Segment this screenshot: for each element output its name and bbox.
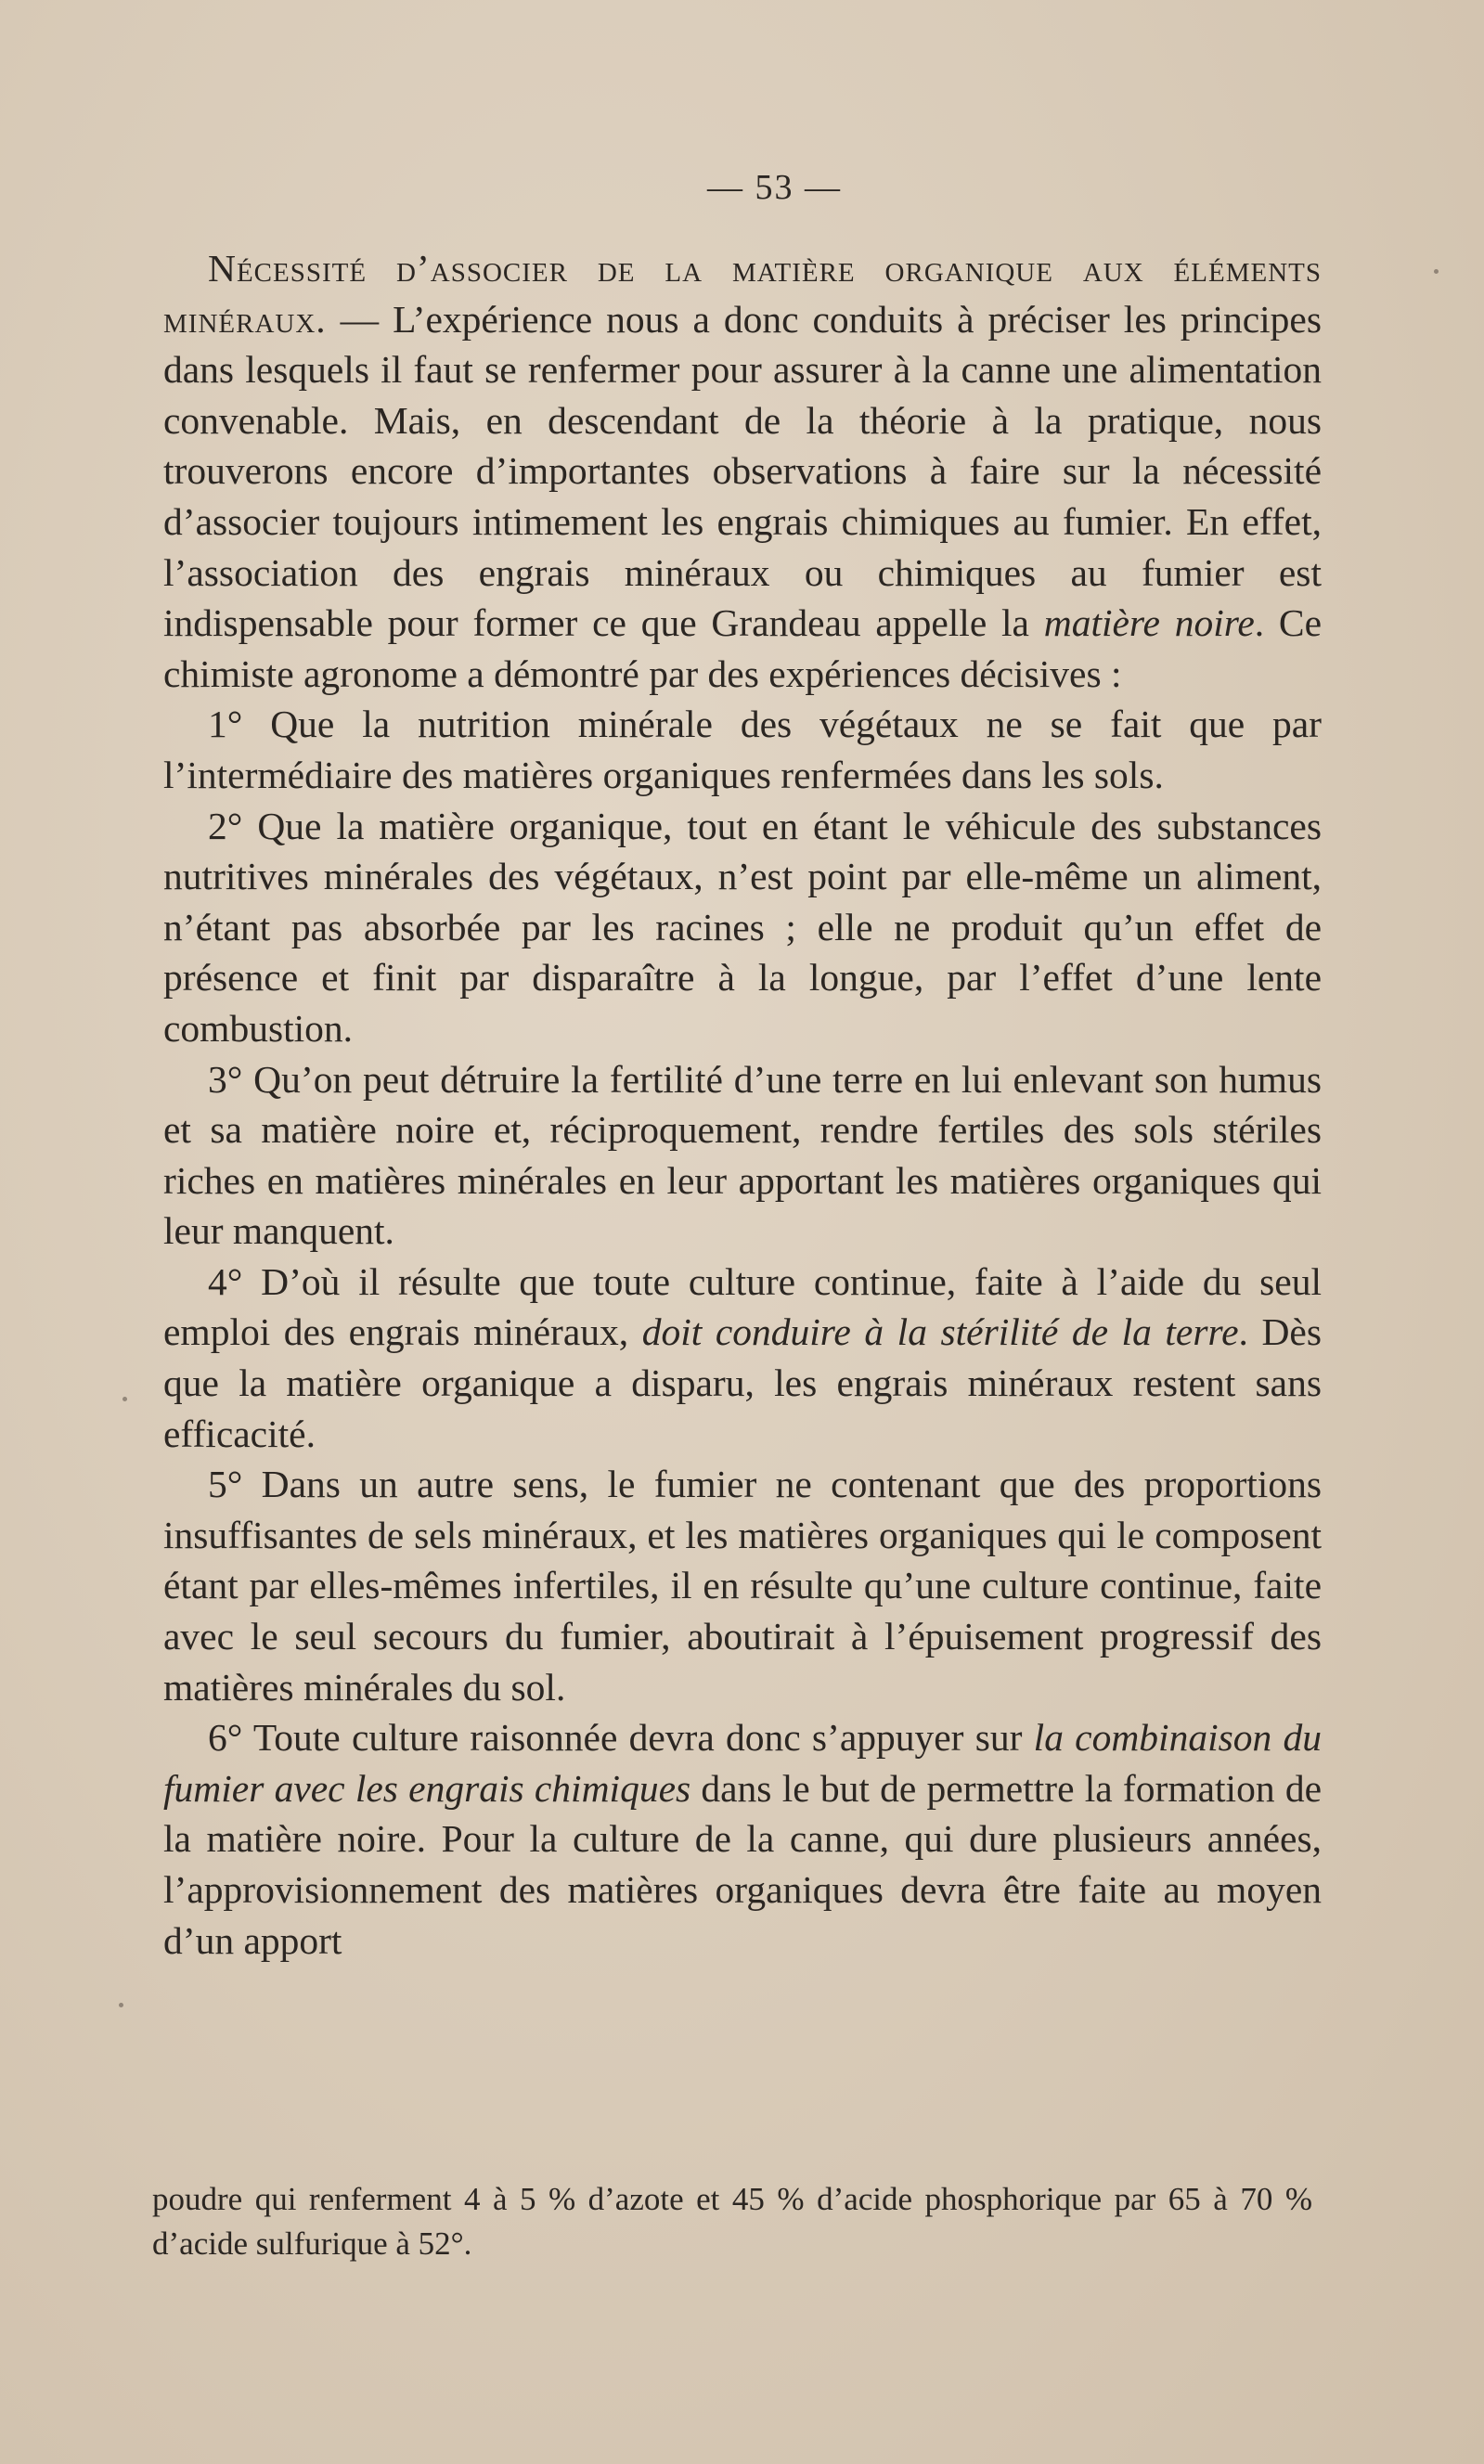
paper-speck [1434, 269, 1439, 274]
intro-end: . Ce chimiste agronome a démontré par des expériences décisives : [163, 601, 1322, 695]
point-4 [163, 1257, 1322, 1459]
point-5: 5° Dans un autre sens, le fumier ne contenant que des proportions insuffisantes de sels minéraux, et les matières organiques qui le composent étant par elles-mêmes infertiles, il en résulte qu’une culture continue, faite avec le seul secours du fumier, aboutirait à l’épuisement progressif des matières minérales du sol. [163, 1463, 1322, 1709]
point-4-start: 4° D’où il résulte que toute culture continue, faite à l’aide du seul emploi des engrais minéraux, [163, 1259, 1322, 1354]
point-6 [163, 1712, 1322, 1966]
point-2: 2° Que la matière organique, tout en étant le véhicule des substances nutritives minérales des végétaux, n’est point par elle-même un aliment, n’étant pas absorbée par les racines ; elle ne produit qu’un effet de présence et finit par disparaître à la longue, par l’effet d’une lente combustion. [163, 804, 1322, 1050]
point-6-end: dans le but de permettre la formation de la matière noire. Pour la culture de la canne, qui dure plusieurs années, l’approvisionnement des matières organiques devra être faite au moyen d’un apport [163, 1766, 1322, 1962]
point-6-emphasis: la combinaison du fumier avec les engrais chimiques [163, 1716, 1322, 1810]
page-number: — 53 — [707, 168, 842, 207]
point-6-start: 6° Toute culture raisonnée devra donc s’appuyer sur [208, 1716, 1034, 1760]
point-4-end: . Dès que la matière organique a disparu, les engrais minéraux restent sans efficacité. [163, 1310, 1322, 1455]
point-1: 1° Que la nutrition minérale des végétaux ne se fait que par l’intermédiaire des matières organiques renfermées dans les sols. [163, 703, 1322, 796]
section-paragraph [163, 243, 1322, 699]
intro-text: — L’expérience nous a donc conduits à préciser les principes dans lesquels il faut se renfermer pour assurer à la canne une alimentation convenable. Mais, en descendant de la théorie à la pratique, nous trouverons encore d’importantes observations à faire sur la nécessité d’associer toujours intimement les engrais chimiques au fumier. En effet, l’association des engrais minéraux ou chimiques au fumier est indispensable pour former ce que Grandeau appelle la [163, 297, 1322, 645]
footnote-text: poudre qui renferment 4 à 5 % d’azote et 45 % d’acide phosphorique par 65 à 70 % d’acide sulfurique à 52°. [152, 2181, 1312, 2262]
point-4-emphasis: doit conduire à la stérilité de la terre [641, 1310, 1239, 1354]
paper-speck [123, 1397, 127, 1401]
point-3: 3° Qu’on peut détruire la fertilité d’une terre en lui enlevant son humus et sa matière noire et, réciproquement, rendre fertiles des sols stériles riches en matières minérales en leur apportant les matières organiques qui leur manquent. [163, 1057, 1322, 1253]
section-heading: Nécessité d’associer de la matière organique aux éléments minéraux. [163, 247, 1322, 341]
main-text [163, 243, 1322, 1966]
footnote [152, 2177, 1312, 2266]
paper-speck [119, 2003, 123, 2007]
intro-emphasis: matière noire [1043, 601, 1255, 645]
